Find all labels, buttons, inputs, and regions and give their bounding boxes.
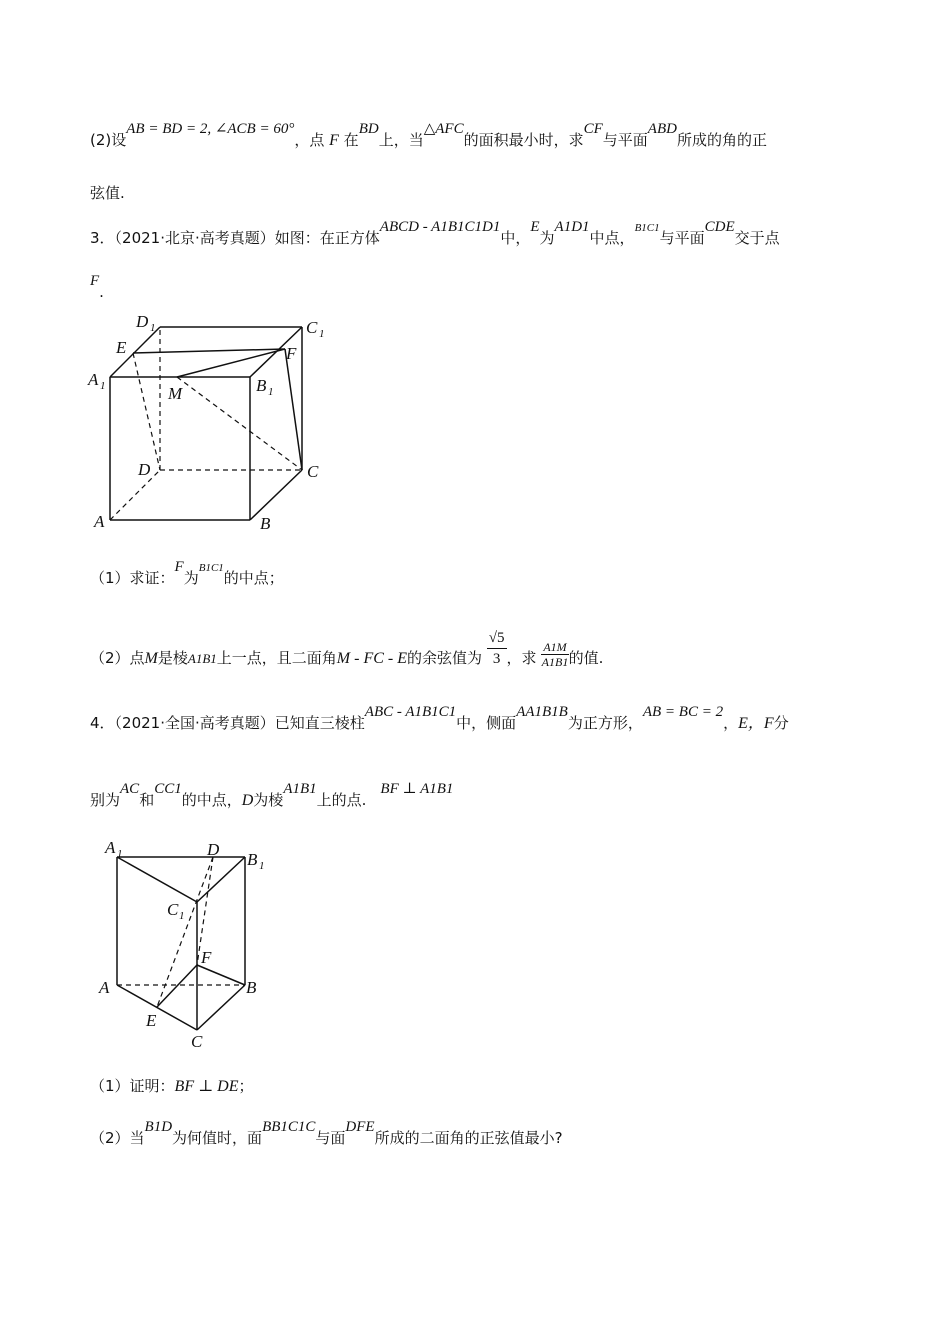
label-C1: C: [306, 318, 318, 337]
svg-text:1: 1: [259, 860, 265, 872]
q4-prism-figure: [95, 835, 285, 1055]
q4-source: （2021·全国·高考真题）: [114, 714, 275, 732]
label-M: M: [168, 384, 183, 403]
label-D1: D: [136, 312, 149, 331]
label-C1: C: [167, 900, 179, 919]
q3-statement-line1: 3．（2021·北京·高考真题）如图：在正方体ABCD - A1B1C1D1中，E为A1D1中点，$^{B1C1}$与平面CDE交于点: [90, 219, 780, 247]
ratio-fraction: $\frac{A1M}{A1B1}$: [541, 640, 569, 669]
q4-statement-line1: 4．（2021·全国·高考真题）已知直三棱柱ABC - A1B1C1中，侧面AA1B1B为正方形，AB = BC = 2，E，F分: [90, 704, 789, 732]
label-D: D: [138, 460, 151, 479]
svg-text:1: 1: [150, 322, 156, 334]
label-D: D: [207, 840, 220, 859]
q2-condition: AB = BD = 2, ∠ACB = 60°: [126, 121, 295, 137]
q3-sub2: （2）点M是棱A1B1上一点，且二面角M - FC - E的余弦值为 $\frac{√5}{3}$ ，求 $\frac{A1M}{A1B1}$ 的值.: [90, 630, 604, 669]
q3-source: （2021·北京·高考真题）: [114, 229, 275, 247]
q2-part2-line1: (2)设AB = BD = 2, ∠ACB = 60°，点 F 在BD上，当△AFC的面积最小时，求CF与平面ABD所成的角的正: [90, 121, 767, 149]
cosine-fraction: $\frac{√5}{3}$: [488, 630, 505, 667]
label-F: F: [201, 948, 212, 967]
q3-statement-line2: F.: [90, 273, 104, 301]
label-A1: A: [105, 838, 116, 857]
q4-sub1: （1）证明：BF ⊥ DE；: [90, 1077, 254, 1095]
label-B: B: [260, 514, 271, 533]
svg-text:1: 1: [117, 848, 123, 860]
label-A: A: [99, 978, 110, 997]
svg-text:1: 1: [268, 386, 274, 398]
q3-cube-figure: [80, 305, 340, 540]
label-B: B: [246, 978, 257, 997]
label-B1: B: [256, 376, 267, 395]
label-E: E: [146, 1011, 157, 1030]
svg-text:1: 1: [179, 910, 185, 922]
label-C: C: [191, 1032, 203, 1051]
label-A: A: [94, 512, 105, 531]
label-F: F: [286, 344, 297, 363]
label-C: C: [307, 462, 319, 481]
svg-text:1: 1: [319, 328, 325, 340]
svg-text:1: 1: [100, 380, 106, 392]
label-E: E: [116, 338, 127, 357]
label-A1: A: [88, 370, 99, 389]
q2-part2-line2: 弦值.: [90, 184, 125, 202]
q4-statement-line2: 别为AC和CC1的中点，D为棱A1B1上的点.BF ⊥ A1B1: [90, 781, 454, 809]
label-B1: B: [247, 850, 258, 869]
q4-sub2: （2）当B1D为何值时，面BB1C1C与面DFE所成的二面角的正弦值最小?: [90, 1119, 563, 1147]
q3-sub1: （1）求证：F为$^{B1C1}$的中点；: [90, 559, 284, 587]
